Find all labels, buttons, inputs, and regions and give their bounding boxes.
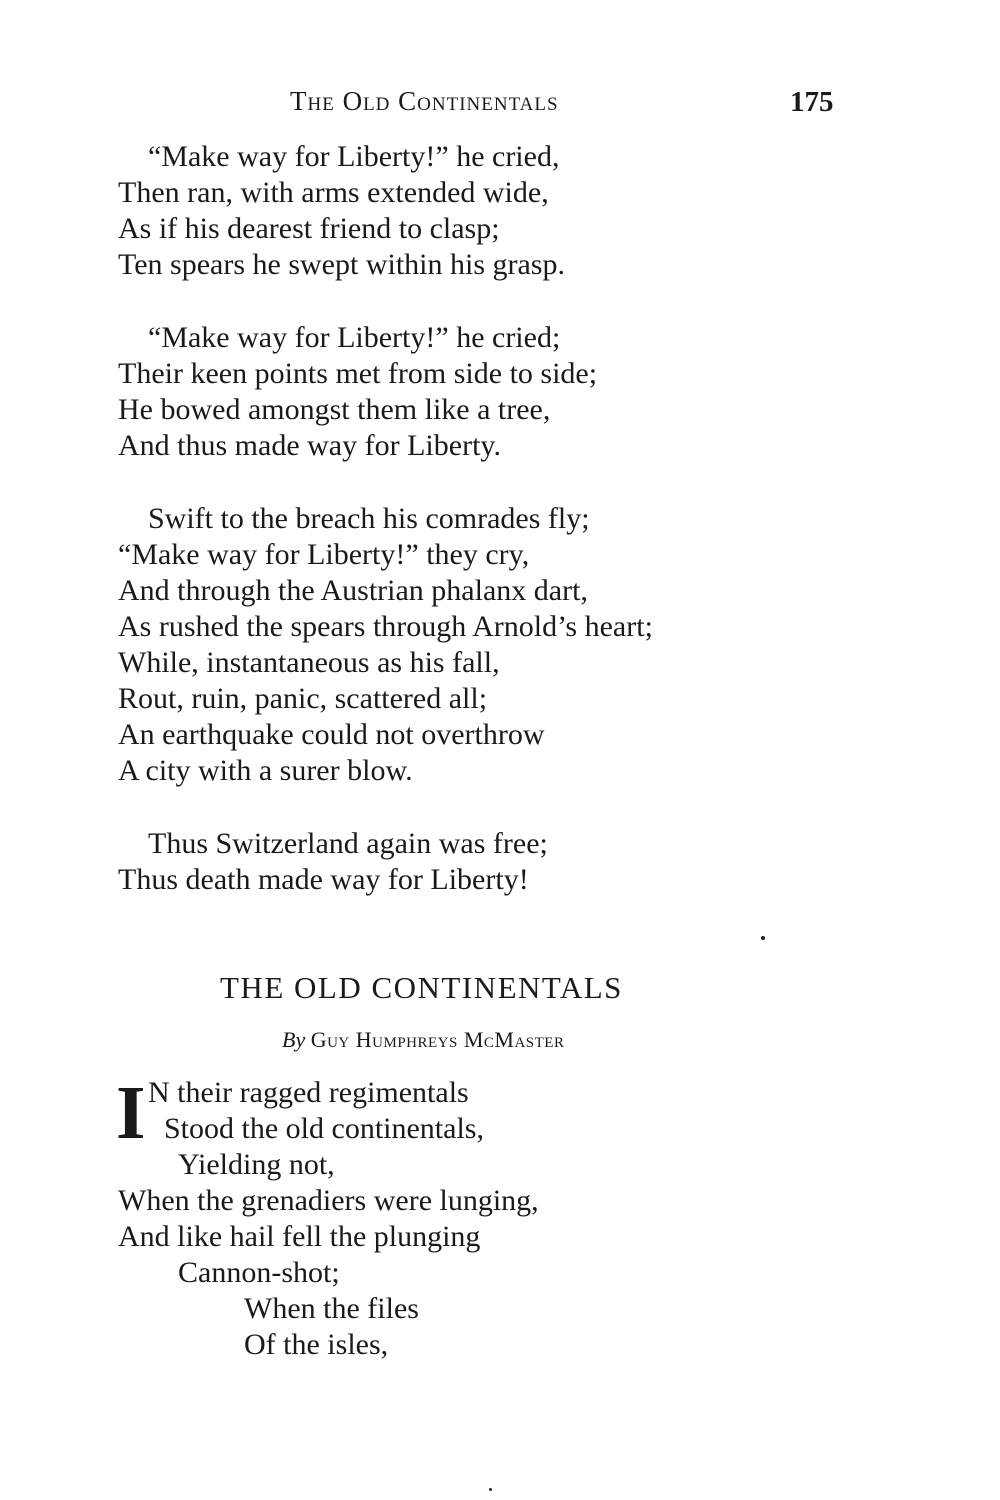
poem-line: Thus death made way for Liberty! [118, 863, 529, 896]
stanza-3 [118, 501, 653, 789]
poem-line: As if his dearest friend to clasp; [118, 212, 500, 245]
poem-line: And thus made way for Liberty. [118, 429, 501, 462]
poem-line: And like hail fell the plunging [118, 1220, 481, 1253]
poem-line: As rushed the spears through Arnold’s heart; [118, 610, 653, 643]
poem-line: Of the isles, [244, 1328, 389, 1361]
drop-cap: I [116, 1071, 146, 1155]
scan-speck [489, 1488, 492, 1491]
running-head: The Old Continentals [290, 86, 559, 116]
scan-speck [761, 936, 765, 940]
poem-line: Cannon-shot; [178, 1256, 340, 1289]
poem-line: And through the Austrian phalanx dart, [118, 574, 588, 607]
poem-line: “Make way for Liberty!” he cried; [148, 321, 561, 354]
poem-line: Yielding not, [178, 1148, 335, 1181]
poem-line: He bowed amongst them like a tree, [118, 393, 551, 426]
author-name: Guy Humphreys McMaster [310, 1027, 565, 1052]
poem-line: When the grenadiers were lunging, [118, 1184, 539, 1217]
byline-prefix: By [282, 1027, 306, 1052]
poem-line: N their ragged regimentals [148, 1076, 469, 1109]
poem-line: “Make way for Liberty!” he cried, [148, 140, 560, 173]
poem-line: Rout, ruin, panic, scattered all; [118, 682, 488, 715]
poem-line: Then ran, with arms extended wide, [118, 176, 549, 209]
poem-line: “Make way for Liberty!” they cry, [118, 538, 530, 571]
poem-line: Ten spears he swept within his grasp. [118, 248, 565, 281]
page-number: 175 [790, 86, 834, 118]
poem-title: THE OLD CONTINENTALS [220, 970, 623, 1005]
poem-line: While, instantaneous as his fall, [118, 646, 500, 679]
poem-line: A city with a surer blow. [118, 754, 413, 787]
byline [282, 1027, 564, 1053]
poem-line: Thus Switzerland again was free; [148, 827, 548, 860]
poem-line: Swift to the breach his comrades fly; [148, 502, 590, 535]
poem-line: Stood the old continentals, [164, 1112, 484, 1145]
new-poem-body [116, 1071, 539, 1363]
stanza-1 [118, 139, 565, 283]
poem-line: When the files [244, 1292, 419, 1325]
stanza-2 [118, 320, 597, 464]
poem-line: Their keen points met from side to side; [118, 357, 598, 390]
poem-line: An earthquake could not overthrow [118, 718, 545, 751]
stanza-4 [118, 826, 548, 898]
